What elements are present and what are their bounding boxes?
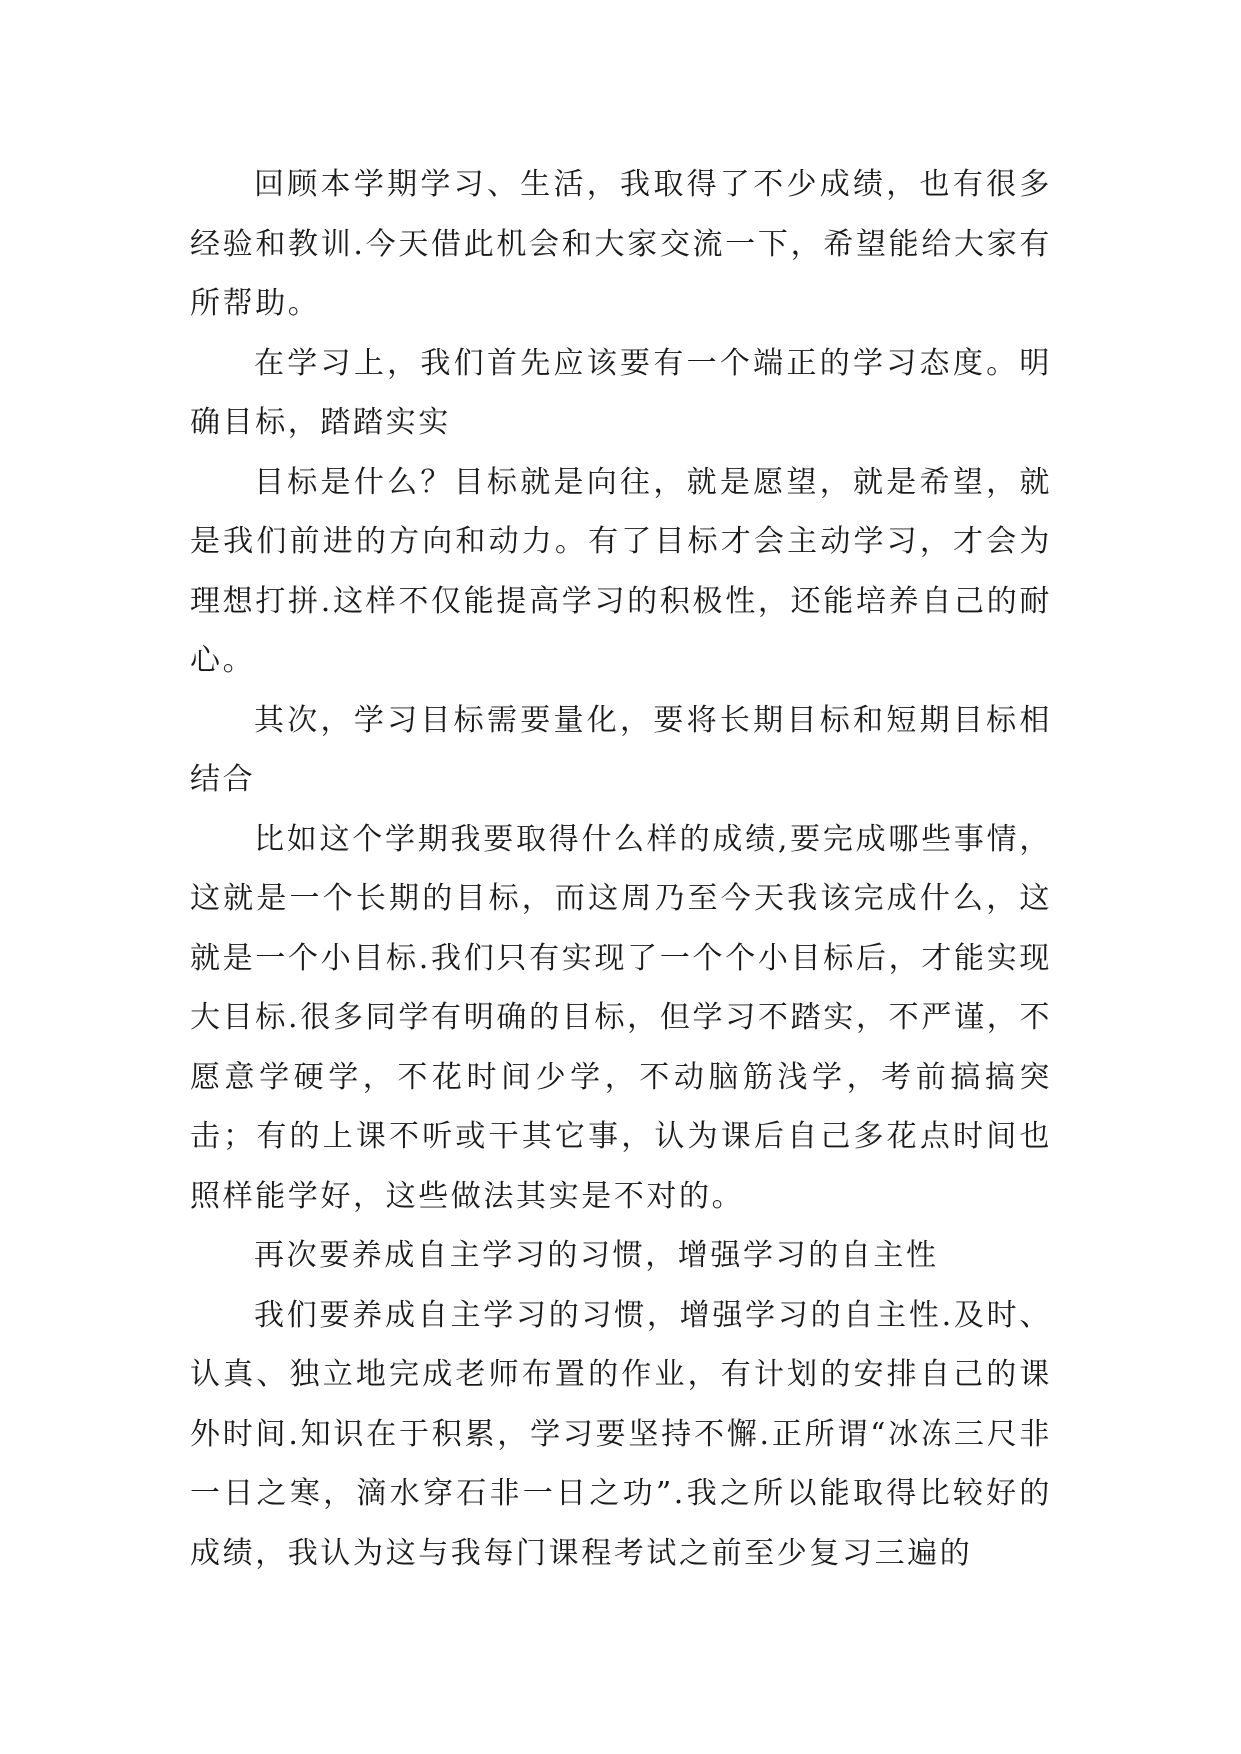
paragraph-1: 回顾本学期学习、生活，我取得了不少成绩，也有很多经验和教训.今天借此机会和大家交流一下，希望能给大家有所帮助。: [190, 167, 1052, 321]
paragraph-4: 其次，学习目标需要量化，要将长期目标和短期目标相结合: [190, 702, 1052, 797]
paragraph-5: 比如这个学期我要取得什么样的成绩,要完成哪些事情，这就是一个长期的目标，而这周乃至今天我该完成什么，这就是一个小目标.我们只有实现了一个个小目标后，才能实现大目标.很多同学有明确的目标，但学习不踏实，不严谨，不愿意学硬学，不花时间少学，不动脑筋浅学，考前搞搞突击；有的上课不听或干其它事，认为课后自己多花点时间也照样能学好，这些做法其实是不对的。: [190, 821, 1052, 1214]
paragraph-7: 我们要养成自主学习的习惯，增强学习的自主性.及时、认真、独立地完成老师布置的作业，有计划的安排自己的课外时间.知识在于积累，学习要坚持不懈.正所谓“冰冻三尺非一日之寒，滴水穿石非一日之功”.我之所以能取得比较好的成绩，我认为这与我每门课程考试之前至少复习三遍的: [190, 1297, 1052, 1571]
paragraph-3: 目标是什么？目标就是向往，就是愿望，就是希望，就是我们前进的方向和动力。有了目标才会主动学习，才会为理想打拼.这样不仅能提高学习的积极性，还能培养自己的耐心。: [190, 464, 1052, 678]
paragraph-6: 再次要养成自主学习的习惯，增强学习的自主性: [254, 1238, 939, 1273]
document-body: [190, 155, 1052, 1583]
paragraph-2: 在学习上，我们首先应该要有一个端正的学习态度。明确目标，踏踏实实: [190, 345, 1052, 440]
